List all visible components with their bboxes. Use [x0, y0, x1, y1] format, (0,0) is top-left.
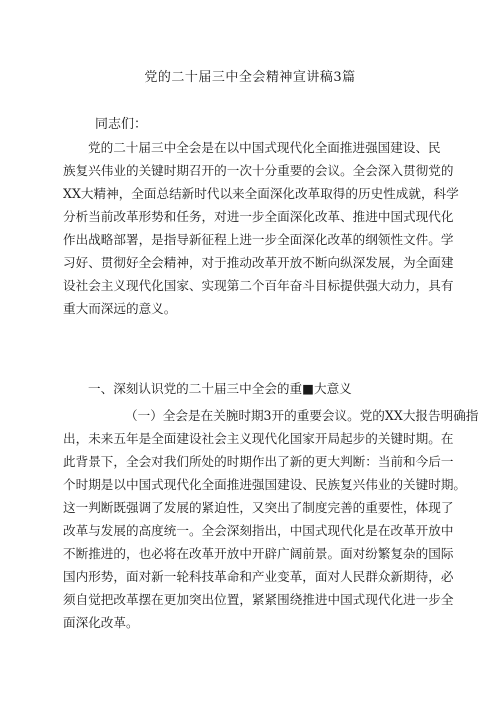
paragraph-line: 此背景下，全会对我们所处的时期作出了新的更大判断：当前和今后一	[63, 454, 454, 469]
paragraph-line: 国内形势，面对新一轮科技革命和产业变革，面对人民群众新期待，必	[63, 569, 454, 584]
paragraph-line: 须自觉把改革摆在更加突出位置，紧紧围绕推进中国式现代化进一步全	[63, 592, 454, 607]
paragraph-line: 这一判断既强调了发展的紧迫性，又突出了制度完善的重要性，体现了	[63, 500, 454, 515]
document-title: 党的二十届三中全会精神宣讲稿3篇	[144, 70, 356, 85]
section-heading: 一、深刻认识党的二十届三中全会的重■大意义	[88, 381, 352, 396]
salutation: 同志们：	[95, 117, 148, 132]
paragraph-line: 分析当前改革形势和任务，对进一步全面深化改革、推进中国式现代化	[63, 209, 454, 224]
paragraph-intro	[63, 136, 459, 320]
paragraph-line: 个时期是以中国式现代化全面推进强国建设、民族复兴伟业的关键时期。	[63, 477, 466, 492]
paragraph-line: XX大精神，全面总结新时代以来全面深化改革取得的历史性成就，科学	[63, 186, 459, 201]
paragraph-line: 出，未来五年是全面建设社会主义现代化国家开局起步的关键时期。在	[63, 431, 454, 446]
paragraph-line: 面深化改革。	[63, 615, 139, 630]
paragraph-line: 作出战略部署，是指导新征程上进一步全面深化改革的纲领性文件。学	[63, 232, 454, 247]
paragraph-line: （一）全会是在关腕时期3开的重要会议。党的XX大报告明确指	[125, 408, 479, 423]
paragraph-line: 习好、贯彻好全会精神，对于推动改革开放不断向纵深发展，为全面建	[63, 255, 454, 270]
paragraph-section-one	[63, 404, 479, 634]
paragraph-line: 重大而深远的意义。	[63, 301, 177, 316]
paragraph-line: 设社会主义现代化国家、实现第二个百年奋斗目标提供强大动力，具有	[63, 278, 454, 293]
paragraph-line: 改革与发展的高度统一。全会深刻指出，中国式现代化是在改革开放中	[63, 523, 454, 538]
paragraph-line: 不断推进的，也必将在改革开放中开辟广阔前景。面对纷繁复杂的国际	[63, 546, 454, 561]
paragraph-line: 党的二十届三中全会是在以中国式现代化全面推进强国建设、民	[88, 140, 441, 155]
paragraph-line: 族复兴伟业的关键时期召开的一次十分重要的会议。全会深入贯彻党的	[63, 163, 454, 178]
